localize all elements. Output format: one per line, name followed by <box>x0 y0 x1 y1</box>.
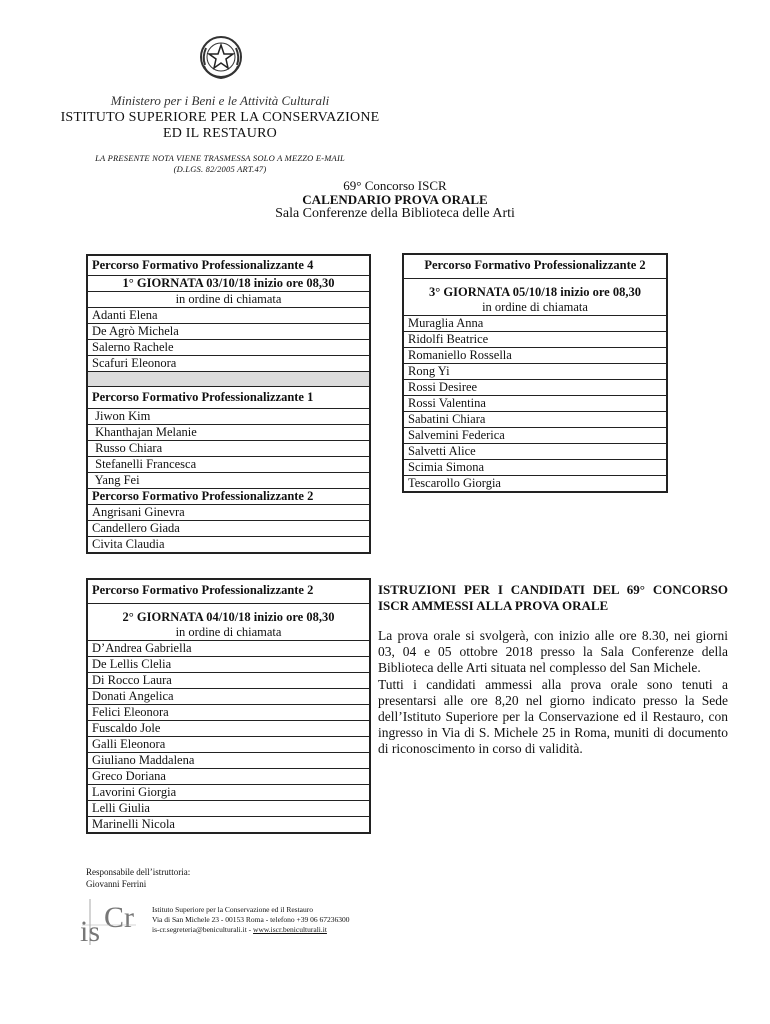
group-title: Percorso Formativo Professionalizzante 2 <box>403 254 667 279</box>
venue-title: Sala Conferenze della Biblioteca delle Arti <box>275 206 515 221</box>
candidate-name: Ridolfi Beatrice <box>403 332 667 348</box>
group-title: Percorso Formativo Professionalizzante 2 <box>87 579 370 604</box>
day-heading: 2° GIORNATA 04/10/18 inizio ore 08,30 <box>87 604 370 626</box>
candidate-name: Scafuri Eleonora <box>87 356 370 372</box>
instructions-paragraph-2: Tutti i candidati ammessi alla prova orale sono tenuti a presentarsi alle ore 8,20 nel giorno indicato presso la Sede dell’Istituto Superiore per la Conservazione ed il Restauro, con ingresso in Via di S. Michele 25 in Roma, muniti di documento di riconoscimento in corso di validità. <box>378 676 728 757</box>
candidate-name: Khanthajan Melanie <box>87 425 370 441</box>
day3-schedule-table <box>402 253 668 493</box>
instructions-title: ISTRUZIONI PER I CANDIDATI DEL 69° CONCORSO ISCR AMMESSI ALLA PROVA ORALE <box>378 582 728 613</box>
candidate-name: Giuliano Maddalena <box>87 753 370 769</box>
institute-name <box>0 110 440 142</box>
footer-line3 <box>152 925 350 935</box>
candidate-name: Stefanelli Francesca <box>87 457 370 473</box>
candidate-name: Salvemini Federica <box>403 428 667 444</box>
candidate-name: Fuscaldo Jole <box>87 721 370 737</box>
candidate-name: Lavorini Giorgia <box>87 785 370 801</box>
order-note: in ordine di chiamata <box>87 292 370 308</box>
order-note: in ordine di chiamata <box>87 625 370 641</box>
responsible-person <box>86 866 190 890</box>
concorso-title: 69° Concorso ISCR <box>343 178 447 193</box>
day-heading: 1° GIORNATA 03/10/18 inizio ore 08,30 <box>87 276 370 292</box>
ministry-name: Ministero per i Beni e le Attività Culturali <box>110 93 330 108</box>
website-link[interactable]: www.iscr.beniculturali.it <box>253 925 327 934</box>
day2-schedule-table <box>86 578 371 834</box>
candidate-name: Candellero Giada <box>87 521 370 537</box>
candidate-name: Salvetti Alice <box>403 444 667 460</box>
candidate-name: Adanti Elena <box>87 308 370 324</box>
candidate-name: Yang Fei <box>87 473 370 489</box>
candidate-name: Rong Yi <box>403 364 667 380</box>
candidate-name: Greco Doriana <box>87 769 370 785</box>
svg-text:Cr: Cr <box>104 901 134 934</box>
candidate-name: Galli Eleonora <box>87 737 370 753</box>
candidate-name: Di Rocco Laura <box>87 673 370 689</box>
footer-email: is-cr.segreteria@beniculturali.it - <box>152 925 254 934</box>
institute-line2: ED IL RESTAURO <box>163 126 277 141</box>
separator-row <box>87 372 370 387</box>
candidate-name: Rossi Desiree <box>403 380 667 396</box>
group-title: Percorso Formativo Professionalizzante 2 <box>87 489 370 505</box>
calendar-title: CALENDARIO PROVA ORALE <box>302 192 488 207</box>
note-line2: (D.LGS. 82/2005 ART.47) <box>173 164 267 174</box>
day1-schedule-table <box>86 254 371 554</box>
candidate-name: Civita Claudia <box>87 537 370 554</box>
note-line1: LA PRESENTE NOTA VIENE TRASMESSA SOLO A MEZZO E-MAIL <box>95 153 345 163</box>
footer-line1: Istituto Superiore per la Conservazione ed il Restauro <box>152 905 313 914</box>
responsible-name: Giovanni Ferrini <box>86 879 147 889</box>
candidate-name: Donati Angelica <box>87 689 370 705</box>
candidate-name: Sabatini Chiara <box>403 412 667 428</box>
candidate-name: Scimia Simona <box>403 460 667 476</box>
candidate-name: Rossi Valentina <box>403 396 667 412</box>
instructions-body <box>378 628 728 758</box>
institute-line1: ISTITUTO SUPERIORE PER LA CONSERVAZIONE <box>60 110 380 125</box>
instructions-paragraph-1: La prova orale si svolgerà, con inizio alle ore 8.30, nei giorni 03, 04 e 05 ottobre 2018 presso la Sala Conferenze della Biblioteca delle Arti situata nel complesso del San Michele. <box>378 628 728 676</box>
candidate-name: Muraglia Anna <box>403 316 667 332</box>
day-heading: 3° GIORNATA 05/10/18 inizio ore 08,30 <box>403 279 667 301</box>
candidate-name: Salerno Rachele <box>87 340 370 356</box>
candidate-name: Jiwon Kim <box>87 409 370 425</box>
candidate-name: Felici Eleonora <box>87 705 370 721</box>
candidate-name: Russo Chiara <box>87 441 370 457</box>
footer-address <box>152 905 350 935</box>
candidate-name: Lelli Giulia <box>87 801 370 817</box>
transmission-note <box>0 153 440 175</box>
candidate-name: De Lellis Clelia <box>87 657 370 673</box>
iscr-logo <box>78 897 140 947</box>
candidate-name: Angrisani Ginevra <box>87 505 370 521</box>
candidate-name: Marinelli Nicola <box>87 817 370 834</box>
responsible-label: Responsabile dell’istruttoria: <box>86 867 191 877</box>
candidate-name: D’Andrea Gabriella <box>87 641 370 657</box>
footer-line2: Via di San Michele 23 - 00153 Roma - telefono +39 06 67236300 <box>152 915 350 924</box>
group-title: Percorso Formativo Professionalizzante 4 <box>87 255 370 276</box>
group-title: Percorso Formativo Professionalizzante 1 <box>87 387 370 409</box>
order-note: in ordine di chiamata <box>403 300 667 316</box>
republic-emblem-icon <box>196 32 246 82</box>
candidate-name: Romaniello Rossella <box>403 348 667 364</box>
candidate-name: De Agrò Michela <box>87 324 370 340</box>
candidate-name: Tescarollo Giorgia <box>403 476 667 493</box>
svg-text:is: is <box>80 915 101 947</box>
